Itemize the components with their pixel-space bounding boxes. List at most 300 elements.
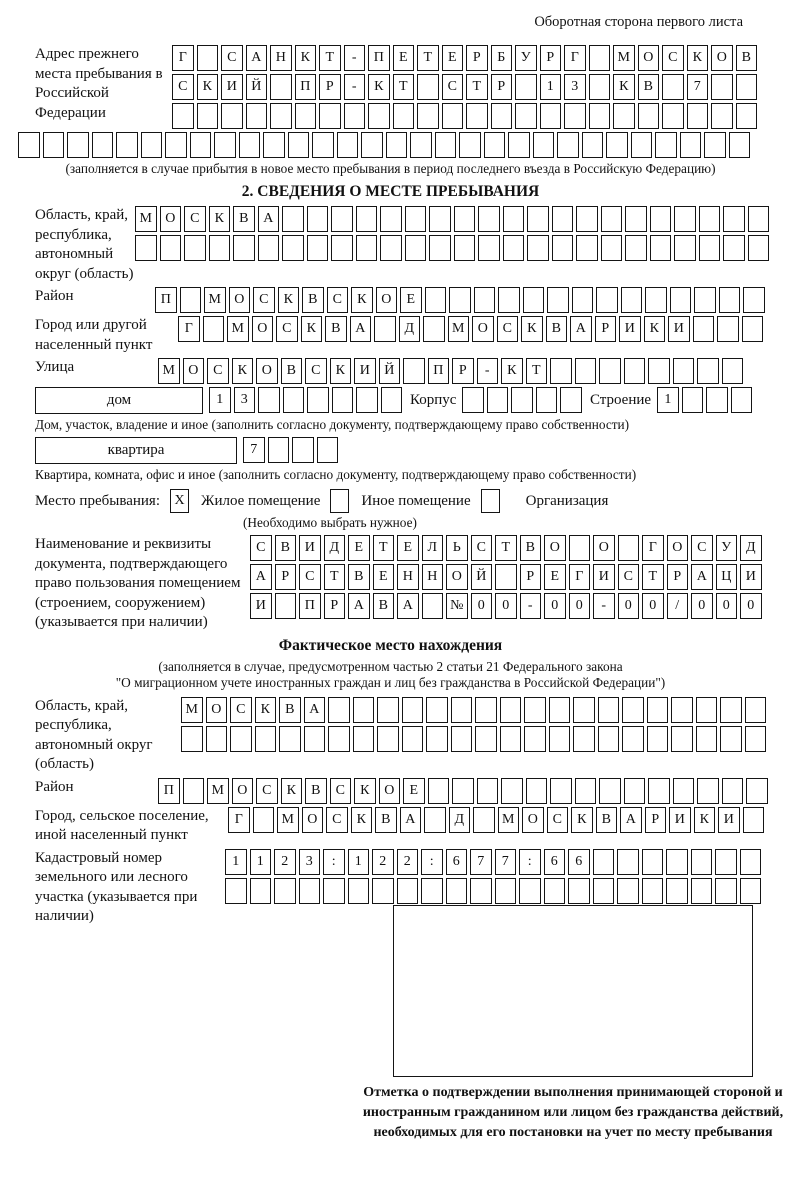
char-cell <box>410 132 432 158</box>
char-cell: Д <box>449 807 471 833</box>
char-cell <box>283 387 305 413</box>
char-cell: Г <box>228 807 250 833</box>
char-cell: П <box>368 45 390 71</box>
char-cell <box>425 287 447 313</box>
char-cell: Г <box>569 564 591 590</box>
char-cell: С <box>618 564 640 590</box>
char-cell: И <box>221 74 243 100</box>
char-cell <box>165 132 187 158</box>
char-cell <box>625 235 647 261</box>
char-cell: Т <box>393 74 415 100</box>
char-cell <box>274 878 296 904</box>
char-cell <box>209 235 231 261</box>
actual-location-title: Фактическое место нахождения <box>278 636 503 654</box>
char-cell: М <box>227 316 249 342</box>
char-cell: Т <box>373 535 395 561</box>
char-cell <box>662 103 684 129</box>
char-cell: М <box>448 316 470 342</box>
char-cell <box>650 235 672 261</box>
char-cell: 0 <box>569 593 591 619</box>
page-side-note: Оборотная сторона первого листа <box>534 14 743 30</box>
char-cell <box>699 235 721 261</box>
char-cell <box>190 132 212 158</box>
char-cell <box>647 697 669 723</box>
char-cell: К <box>354 778 376 804</box>
char-cell: Е <box>442 45 464 71</box>
char-cell <box>225 878 247 904</box>
char-cell <box>361 132 383 158</box>
char-cell <box>255 726 277 752</box>
char-cell <box>552 206 574 232</box>
char-cell <box>745 697 767 723</box>
char-cell: А <box>620 807 642 833</box>
char-cell: : <box>421 849 443 875</box>
char-cell <box>426 697 448 723</box>
char-cell <box>720 726 742 752</box>
char-cell <box>344 103 366 129</box>
char-cell: Г <box>564 45 586 71</box>
char-cell: Р <box>540 45 562 71</box>
cadastral-cells-1 <box>225 849 761 875</box>
char-cell <box>402 697 424 723</box>
char-cell <box>631 132 653 158</box>
char-cell <box>288 132 310 158</box>
char-cell <box>141 132 163 158</box>
char-cell: Г <box>642 535 664 561</box>
char-cell <box>403 358 425 384</box>
char-cell: И <box>669 807 691 833</box>
char-cell: А <box>304 697 326 723</box>
char-cell <box>477 778 499 804</box>
char-cell <box>569 535 591 561</box>
char-cell <box>368 103 390 129</box>
char-cell <box>435 132 457 158</box>
char-cell <box>451 697 473 723</box>
char-cell: К <box>351 807 373 833</box>
char-cell <box>268 437 290 463</box>
stay-place-row <box>18 489 763 513</box>
char-cell <box>573 726 595 752</box>
option-organization-label: Организация <box>525 493 609 509</box>
char-cell <box>328 726 350 752</box>
char-cell <box>183 778 205 804</box>
char-cell <box>323 878 345 904</box>
char-cell <box>746 778 768 804</box>
actual-region-label: Область, край, республика, автономный округ (область) <box>35 697 153 773</box>
char-cell <box>475 726 497 752</box>
char-cell: В <box>275 535 297 561</box>
char-cell <box>576 235 598 261</box>
char-cell <box>719 287 741 313</box>
char-cell: Й <box>246 74 268 100</box>
char-cell: 7 <box>243 437 265 463</box>
char-cell <box>402 726 424 752</box>
char-cell: И <box>668 316 690 342</box>
char-cell <box>666 878 688 904</box>
char-cell: Р <box>491 74 513 100</box>
confirmation-stamp-box <box>393 905 753 1077</box>
char-cell <box>720 697 742 723</box>
char-cell <box>258 235 280 261</box>
char-cell: В <box>279 697 301 723</box>
char-cell <box>282 206 304 232</box>
char-cell <box>642 878 664 904</box>
char-cell: К <box>521 316 543 342</box>
char-cell: П <box>158 778 180 804</box>
char-cell <box>92 132 114 158</box>
char-cell <box>736 74 758 100</box>
actual-district-cells <box>158 778 768 804</box>
char-cell <box>498 287 520 313</box>
char-cell: В <box>233 206 255 232</box>
char-cell: К <box>278 287 300 313</box>
char-cell <box>722 358 744 384</box>
char-cell <box>547 287 569 313</box>
char-cell: 0 <box>471 593 493 619</box>
char-cell <box>731 387 753 413</box>
street-row <box>18 358 763 384</box>
char-cell: М <box>158 358 180 384</box>
char-cell: О <box>232 778 254 804</box>
actual-city-label: Город, сельское поселение, иной населенный пункт <box>35 807 209 844</box>
char-cell <box>417 74 439 100</box>
char-cell <box>601 235 623 261</box>
char-cell <box>270 103 292 129</box>
char-cell: 1 <box>250 849 272 875</box>
char-cell <box>181 726 203 752</box>
char-cell: Р <box>324 593 346 619</box>
char-cell <box>356 387 378 413</box>
char-cell <box>593 849 615 875</box>
char-cell <box>557 132 579 158</box>
char-cell: Р <box>595 316 617 342</box>
char-cell <box>589 74 611 100</box>
char-cell: - <box>344 74 366 100</box>
char-cell <box>527 206 549 232</box>
char-cell: О <box>472 316 494 342</box>
char-cell: В <box>520 535 542 561</box>
char-cell: С <box>662 45 684 71</box>
char-cell <box>495 878 517 904</box>
char-cell <box>501 778 523 804</box>
korpus-label: Корпус <box>410 392 457 408</box>
char-cell: 1 <box>209 387 231 413</box>
char-cell: Р <box>466 45 488 71</box>
char-cell: Е <box>397 535 419 561</box>
char-cell <box>575 778 597 804</box>
char-cell: Е <box>400 287 422 313</box>
char-cell: : <box>519 849 541 875</box>
char-cell: С <box>172 74 194 100</box>
char-cell: О <box>160 206 182 232</box>
char-cell: С <box>471 535 493 561</box>
char-cell <box>696 697 718 723</box>
char-cell <box>332 387 354 413</box>
char-cell <box>466 103 488 129</box>
char-cell: Е <box>348 535 370 561</box>
actual-location-note-2: "О миграционном учете иностранных граждан и лиц без гражданства в Российской Федерации") <box>115 675 666 691</box>
char-cell <box>356 206 378 232</box>
char-cell <box>337 132 359 158</box>
char-cell: М <box>277 807 299 833</box>
char-cell: 0 <box>618 593 640 619</box>
char-cell <box>462 387 484 413</box>
char-cell <box>697 778 719 804</box>
char-cell: И <box>354 358 376 384</box>
char-cell: В <box>375 807 397 833</box>
char-cell <box>307 206 329 232</box>
char-cell <box>526 778 548 804</box>
street-cells <box>158 358 743 384</box>
char-cell: А <box>691 564 713 590</box>
char-cell: 0 <box>544 593 566 619</box>
char-cell: Д <box>399 316 421 342</box>
char-cell <box>442 103 464 129</box>
char-cell <box>624 358 646 384</box>
char-cell: Т <box>642 564 664 590</box>
prev-address-row-3 <box>172 103 757 129</box>
cadastral-label: Кадастровый номер земельного или лесного участка (указывается при наличии) <box>35 849 198 925</box>
char-cell <box>429 235 451 261</box>
char-cell <box>560 387 582 413</box>
char-cell <box>312 132 334 158</box>
char-cell <box>381 387 403 413</box>
char-cell <box>487 387 509 413</box>
char-cell <box>18 132 40 158</box>
char-cell <box>446 878 468 904</box>
document-cells-2 <box>250 564 762 590</box>
choose-note: (Необходимо выбрать нужное) <box>243 515 417 530</box>
char-cell: С <box>497 316 519 342</box>
char-cell: А <box>250 564 272 590</box>
char-cell: - <box>344 45 366 71</box>
checkbox-other-premises <box>330 489 349 513</box>
char-cell: Т <box>526 358 548 384</box>
char-cell <box>484 132 506 158</box>
char-cell <box>711 103 733 129</box>
char-cell <box>454 235 476 261</box>
char-cell <box>423 316 445 342</box>
prev-address-label: Адрес прежнего места пребывания в Российской Федерации <box>35 46 163 121</box>
char-cell: Т <box>319 45 341 71</box>
char-cell <box>670 287 692 313</box>
char-cell <box>582 132 604 158</box>
char-cell: М <box>135 206 157 232</box>
char-cell: О <box>593 535 615 561</box>
char-cell <box>711 74 733 100</box>
char-cell <box>135 235 157 261</box>
char-cell: К <box>330 358 352 384</box>
actual-region-cells-2 <box>181 726 766 752</box>
char-cell <box>160 235 182 261</box>
char-cell: О <box>302 807 324 833</box>
char-cell <box>533 132 555 158</box>
char-cell: И <box>299 535 321 561</box>
section2-title: 2. СВЕДЕНИЯ О МЕСТЕ ПРЕБЫВАНИЯ <box>241 183 540 200</box>
char-cell: А <box>400 807 422 833</box>
char-cell: - <box>593 593 615 619</box>
actual-region-row <box>18 697 763 775</box>
char-cell: Т <box>495 535 517 561</box>
char-cell <box>671 697 693 723</box>
char-cell <box>429 206 451 232</box>
char-cell <box>304 726 326 752</box>
char-cell <box>693 316 715 342</box>
char-cell: Р <box>319 74 341 100</box>
char-cell <box>470 878 492 904</box>
char-cell <box>197 45 219 71</box>
char-cell: М <box>181 697 203 723</box>
char-cell: № <box>446 593 468 619</box>
char-cell: М <box>613 45 635 71</box>
char-cell <box>515 103 537 129</box>
char-cell <box>405 235 427 261</box>
char-cell: А <box>258 206 280 232</box>
char-cell: В <box>373 593 395 619</box>
char-cell: К <box>295 45 317 71</box>
char-cell <box>687 103 709 129</box>
char-cell <box>624 778 646 804</box>
char-cell <box>544 878 566 904</box>
city-row <box>18 316 763 355</box>
actual-region-cells-1 <box>181 697 766 723</box>
char-cell <box>680 132 702 158</box>
char-cell <box>527 235 549 261</box>
char-cell: И <box>718 807 740 833</box>
char-cell: К <box>694 807 716 833</box>
char-cell <box>292 437 314 463</box>
char-cell <box>331 235 353 261</box>
char-cell <box>279 726 301 752</box>
char-cell: К <box>368 74 390 100</box>
char-cell <box>723 235 745 261</box>
char-cell: Р <box>275 564 297 590</box>
char-cell <box>386 132 408 158</box>
street-label: Улица <box>35 359 75 375</box>
char-cell <box>740 849 762 875</box>
char-cell <box>307 235 329 261</box>
char-cell: Р <box>645 807 667 833</box>
char-cell <box>729 132 751 158</box>
char-cell: В <box>736 45 758 71</box>
char-cell: С <box>305 358 327 384</box>
char-cell <box>575 358 597 384</box>
char-cell: У <box>515 45 537 71</box>
char-cell <box>674 235 696 261</box>
char-cell: С <box>276 316 298 342</box>
char-cell <box>519 878 541 904</box>
stroenie-label: Строение <box>589 392 652 408</box>
char-cell: Е <box>393 45 415 71</box>
char-cell: С <box>256 778 278 804</box>
char-cell <box>503 206 525 232</box>
char-cell <box>421 878 443 904</box>
char-cell <box>674 206 696 232</box>
char-cell: О <box>256 358 278 384</box>
stroenie-cells <box>657 387 752 413</box>
char-cell: В <box>546 316 568 342</box>
char-cell: Р <box>520 564 542 590</box>
char-cell <box>377 726 399 752</box>
char-cell: И <box>593 564 615 590</box>
char-cell <box>576 206 598 232</box>
char-cell: К <box>644 316 666 342</box>
district-row <box>18 287 763 313</box>
char-cell <box>474 287 496 313</box>
char-cell <box>214 132 236 158</box>
char-cell: О <box>183 358 205 384</box>
stamp-area <box>352 905 794 1143</box>
char-cell: В <box>302 287 324 313</box>
char-cell <box>699 206 721 232</box>
char-cell <box>638 103 660 129</box>
char-cell <box>715 878 737 904</box>
prev-address-note: (заполняется в случае прибытия в новое место пребывания в период последнего въезда в Российскую Федерацию) <box>65 161 716 176</box>
char-cell: 0 <box>740 593 762 619</box>
char-cell <box>536 387 558 413</box>
house-type-box: дом <box>35 387 203 414</box>
house-number-cells <box>209 387 402 413</box>
char-cell: И <box>250 593 272 619</box>
char-cell: О <box>711 45 733 71</box>
char-cell <box>449 287 471 313</box>
char-cell <box>331 206 353 232</box>
char-cell <box>743 807 765 833</box>
char-cell: С <box>299 564 321 590</box>
district-label: Район <box>35 288 74 304</box>
char-cell <box>353 697 375 723</box>
char-cell: М <box>207 778 229 804</box>
actual-city-row <box>18 807 763 846</box>
char-cell: В <box>596 807 618 833</box>
char-cell <box>642 849 664 875</box>
char-cell <box>691 849 713 875</box>
char-cell <box>353 726 375 752</box>
char-cell <box>550 358 572 384</box>
option-residential-label: Жилое помещение <box>201 493 321 509</box>
char-cell: 2 <box>397 849 419 875</box>
city-label: Город или другой населенный пункт <box>35 317 153 353</box>
char-cell: В <box>281 358 303 384</box>
char-cell <box>740 878 762 904</box>
char-cell: О <box>638 45 660 71</box>
char-cell: Д <box>740 535 762 561</box>
prev-address-row-4 <box>18 132 763 158</box>
city-cells <box>178 316 763 342</box>
char-cell: В <box>305 778 327 804</box>
char-cell: К <box>301 316 323 342</box>
char-cell <box>275 593 297 619</box>
char-cell <box>422 593 444 619</box>
char-cell <box>598 726 620 752</box>
apartment-cells <box>243 437 338 463</box>
char-cell: А <box>246 45 268 71</box>
char-cell: 3 <box>564 74 586 100</box>
char-cell <box>622 697 644 723</box>
char-cell: 6 <box>568 849 590 875</box>
char-cell <box>694 287 716 313</box>
char-cell <box>299 878 321 904</box>
char-cell <box>596 287 618 313</box>
char-cell: С <box>184 206 206 232</box>
char-cell <box>459 132 481 158</box>
region-cells-1 <box>135 206 769 232</box>
char-cell <box>671 726 693 752</box>
char-cell <box>552 235 574 261</box>
char-cell <box>573 697 595 723</box>
char-cell <box>172 103 194 129</box>
char-cell: Т <box>417 45 439 71</box>
